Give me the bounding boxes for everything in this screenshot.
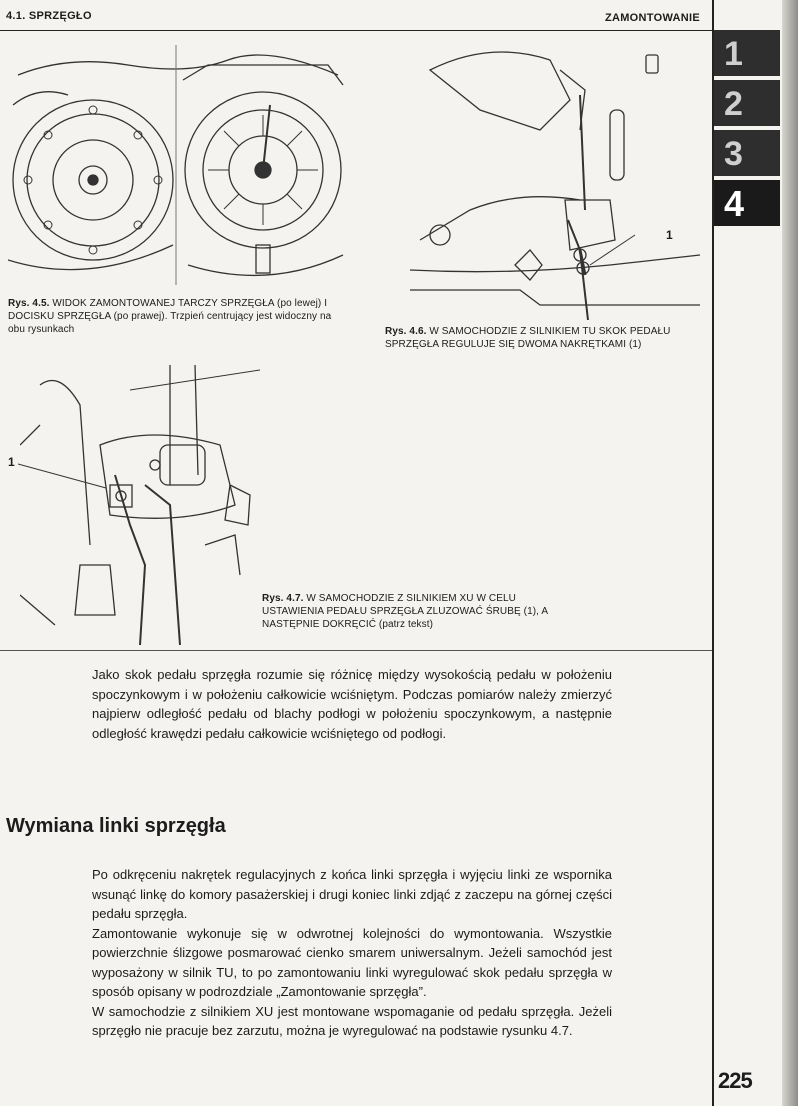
figure-4-7-callout-line xyxy=(18,462,108,492)
chapter-tab-3[interactable]: 3 xyxy=(714,130,780,180)
section-paragraph: W samochodzie z silnikiem XU jest montowane wspomaganie od pedału sprzęgła. Jeżeli sprzęgło nie pracuje bez zarzutu, można je wyregulować na podstawie rysunku 4.7. xyxy=(92,1003,612,1038)
chapter-tab-2[interactable]: 2 xyxy=(714,80,780,130)
figure-4-5-number: Rys. 4.5. xyxy=(8,298,50,309)
figure-4-5-text: WIDOK ZAMONTOWANEJ TARCZY SPRZĘGŁA (po lewej) I DOCISKU SPRZĘGŁA (po prawej). Trzpień centrujący jest widoczny na obu rysunkach xyxy=(8,298,332,335)
section-body xyxy=(92,865,612,1041)
figure-4-5-drawing xyxy=(8,45,348,285)
intro-paragraph: Jako skok pedału sprzęgła rozumie się różnicę między wysokością pedału w położeniu spoczynkowym i w położeniu całkowicie wciśniętym. Podczas pomiarów należy zmierzyć najpierw odległość pedału od blachy podłogi w położeniu spoczynkowym, a następnie odległość krawędzi pedału całkowicie wciśniętego od podłogi. xyxy=(92,667,612,741)
figure-4-6-caption xyxy=(385,325,685,351)
topic-heading: ZAMONTOWANIE xyxy=(604,12,700,24)
figure-4-6-drawing xyxy=(410,40,705,320)
chapter-tab-4[interactable]: 4 xyxy=(714,180,780,230)
figure-4-7-drawing xyxy=(20,365,270,645)
page-edge xyxy=(782,0,798,1106)
figure-4-6-number: Rys. 4.6. xyxy=(385,326,427,337)
section-heading: 4.1. SPRZĘGŁO xyxy=(6,10,92,22)
figure-4-7-text: W SAMOCHODZIE Z SILNIKIEM XU W CELU USTAWIENIA PEDAŁU SPRZĘGŁA ZLUZOWAĆ ŚRUBĘ (1), A NASTĘPNIE DOKRĘCIĆ (patrz tekst) xyxy=(262,593,548,630)
section-paragraph: Zamontowanie wykonuje się w odwrotnej kolejności do wymontowania. Wszystkie powierzchnie ślizgowe posmarować cienko smarem uniwersalnym. Jeżeli samochód jest wyposażony w silnik TU, to po zamontowaniu linki wyregulować skok pedału sprzęgła w sposób opisany w podrozdziale „Zamontowanie sprzęgła”. xyxy=(92,925,612,999)
figure-4-6-callout: 1 xyxy=(666,228,673,242)
chapter-tabs xyxy=(714,30,780,230)
figure-4-5-caption xyxy=(8,297,343,336)
page-header xyxy=(0,0,712,31)
chapter-tab-1[interactable]: 1 xyxy=(714,30,780,80)
section-paragraph: Po odkręceniu nakrętek regulacyjnych z końca linki sprzęgła i wyjęciu linki ze wspornika wsunąć linkę do komory pasażerskiej i drugi koniec linki zdjąć z zaczepu na górnej części pedału sprzęgła. xyxy=(92,867,612,921)
figure-4-7-callout: 1 xyxy=(8,455,15,469)
figure-4-7-caption xyxy=(262,592,552,631)
figure-4-7-number: Rys. 4.7. xyxy=(262,593,304,604)
page-number: 225 xyxy=(718,1068,752,1093)
figure-4-6-text: W SAMOCHODZIE Z SILNIKIEM TU SKOK PEDAŁU SPRZĘGŁA REGULUJE SIĘ DWOMA NAKRĘTKAMI (1) xyxy=(385,326,671,350)
figure-separator xyxy=(0,650,712,651)
section-title: Wymiana linki sprzęgła xyxy=(6,815,226,837)
